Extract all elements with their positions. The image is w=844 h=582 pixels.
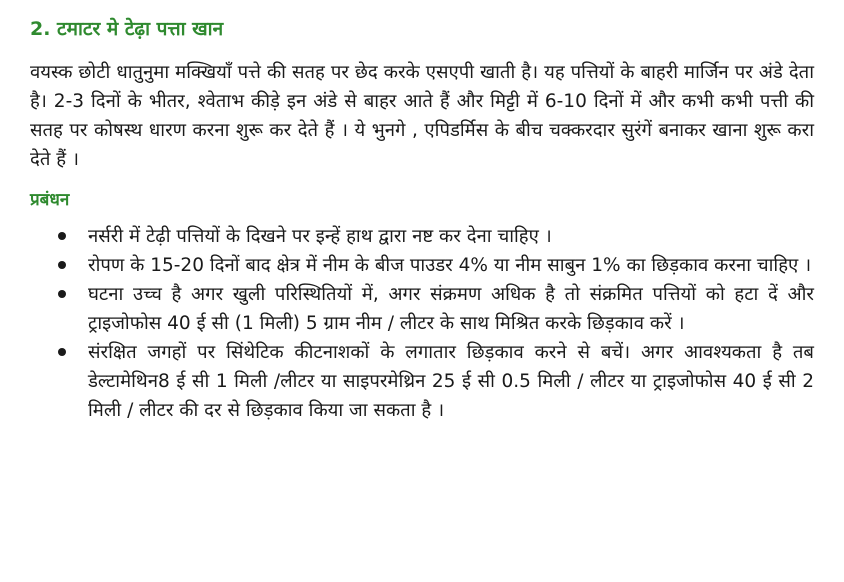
bullet-icon — [58, 261, 66, 269]
section-heading: 2. टमाटर मे टेढ़ा पत्ता खान — [30, 18, 224, 40]
list-item — [58, 338, 814, 425]
list-item — [58, 222, 814, 251]
description-paragraph: वयस्क छोटी धातुनुमा मक्खियाँ पत्ते की सतह पर छेद करके एसएपी खाती है। यह पत्तियों के बाहरी मार्जिन पर अंडे देता है। 2-3 दिनों के भीतर, श्वेताभ कीड़े इन अंडे से बाहर आते हैं और मिट्टी में 6-10 दिनों में और कभी कभी पत्ती की सतह पर कोषस्थ धारण करना शुरू कर देते हैं । ये भुनगे , एपिडर्मिस के बीच चक्करदार सुरंगें बनाकर खाना शुरू करा देते हैं । — [30, 62, 814, 170]
list-item-text: घटना उच्च है अगर खुली परिस्थितियों में, अगर संक्रमण अधिक है तो संक्रमित पत्तियों को हटा दें और ट्राइजोफोस 40 ई सी (1 मिली) 5 ग्राम नीम / लीटर के साथ मिश्रित करके छिड़काव करें । — [88, 284, 814, 334]
list-item-text: रोपण के 15-20 दिनों बाद क्षेत्र में नीम के बीज पाउडर 4% या नीम साबुन 1% का छिड़काव करना चाहिए । — [88, 255, 812, 276]
list-item — [58, 251, 814, 280]
list-item — [58, 280, 814, 338]
management-list — [30, 222, 814, 425]
bullet-icon — [58, 232, 66, 240]
bullet-icon — [58, 290, 66, 298]
list-item-text: नर्सरी में टेढ़ी पत्तियों के दिखने पर इन्हें हाथ द्वारा नष्ट कर देना चाहिए । — [88, 226, 552, 247]
bullet-icon — [58, 348, 66, 356]
list-item-text: संरक्षित जगहों पर सिंथेटिक कीटनाशकों के लगातार छिड़काव करने से बचें। अगर आवश्यकता है तब डेल्टामेथिन8 ई सी 1 मिली /लीटर या साइपरमेथ्रिन 25 ई सी 0.5 मिली / लीटर या ट्राइजोफोस 40 ई सी 2 मिली / लीटर की दर से छिड़काव किया जा सकता है । — [88, 342, 814, 421]
management-heading: प्रबंधन — [30, 190, 70, 210]
